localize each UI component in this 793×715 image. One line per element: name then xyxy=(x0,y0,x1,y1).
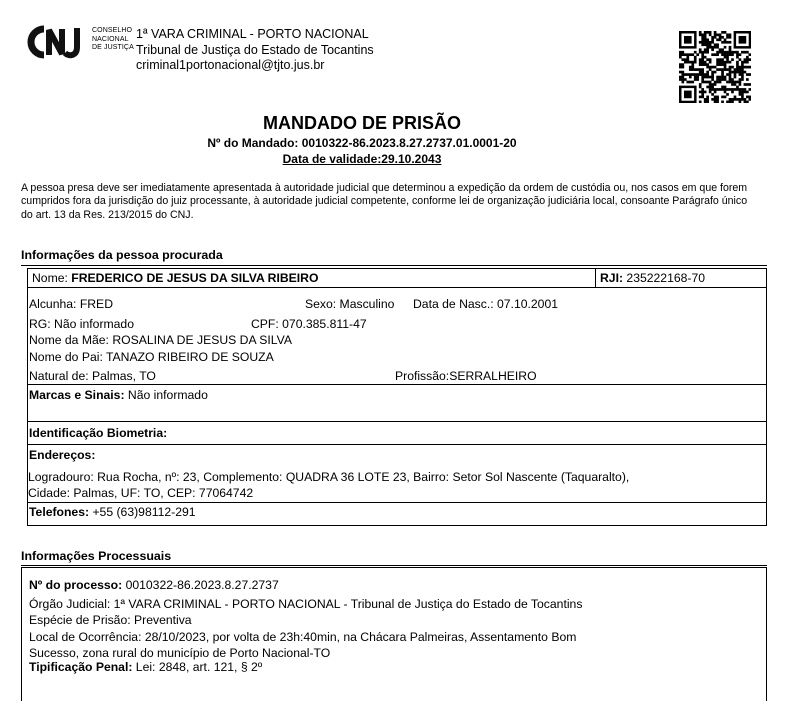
address-line-1: Logradouro: Rua Rocha, nº: 23, Complemento: QUADRA 36 LOTE 23, Bairro: Setor Sol Nascente (Taquaralto), xyxy=(28,470,630,484)
father-name: Nome do Pai: TANAZO RIBEIRO DE SOUZA xyxy=(29,350,274,364)
divider xyxy=(27,287,767,288)
validity-date: Data de validade:29.10.2043 xyxy=(282,152,442,166)
intro-paragraph: A pessoa presa deve ser imediatamente apresentada à autoridade judicial que determinou a expedição da ordem de custódia ou, nos casos em que forem cumpridos fora da jurisdição do juiz processante, à autoridade judicial competente, conforme lei de organização judiciária local, consoante Parágrafo único do art. 13 da Res. 213/2015 do CNJ. xyxy=(21,182,748,221)
rji-row: RJI: 235222168-70 xyxy=(600,271,706,285)
rji-value: 235222168-70 xyxy=(626,271,706,285)
birth-date: Data de Nasc.: 07.10.2001 xyxy=(413,297,558,311)
cnj-logo xyxy=(27,25,89,59)
arrest-type: Espécie de Prisão: Preventiva xyxy=(29,613,192,627)
penal-row: Tipificação Penal: Lei: 2848, art. 121, § 2º xyxy=(29,660,263,674)
qr-code-icon xyxy=(679,31,751,103)
birthplace: Natural de: Palmas, TO xyxy=(29,369,156,383)
judicial-body: Órgão Judicial: 1ª VARA CRIMINAL - PORTO NACIONAL - Tribunal de Justiça do Estado de Tocantins xyxy=(29,597,583,611)
profession: Profissão:SERRALHEIRO xyxy=(395,369,537,383)
divider xyxy=(27,384,767,385)
addresses-label: Endereços: xyxy=(29,448,96,462)
occurrence-line-1: Local de Ocorrência: 28/10/2023, por volta de 23h:40min, na Chácara Palmeiras, Assentamento Bom xyxy=(29,630,577,644)
occurrence-line-2: Sucesso, zona rural do município de Porto Nacional-TO xyxy=(29,646,331,660)
divider xyxy=(27,444,767,445)
marks-row: Marcas e Sinais: Não informado xyxy=(29,388,208,402)
person-name: FREDERICO DE JESUS DA SILVA RIBEIRO xyxy=(71,271,319,285)
mother-name: Nome da Mãe: ROSALINA DE JESUS DA SILVA xyxy=(29,333,293,347)
biometrics-label: Identificação Biometria: xyxy=(29,426,168,440)
divider xyxy=(27,421,767,422)
tribunal-name: Tribunal de Justiça do Estado de Tocantins xyxy=(136,42,374,57)
court-info xyxy=(136,27,374,74)
name-row: Nome: FREDERICO DE JESUS DA SILVA RIBEIRO xyxy=(32,271,319,285)
process-section-title: Informações Processuais xyxy=(21,549,172,563)
divider xyxy=(21,565,767,566)
court-name: 1ª VARA CRIMINAL - PORTO NACIONAL xyxy=(136,27,369,41)
divider xyxy=(595,268,596,288)
person-section-title: Informações da pessoa procurada xyxy=(21,248,223,262)
process-number-row: Nº do processo: 0010322-86.2023.8.27.2737 xyxy=(29,578,279,592)
alcunha: Alcunha: FRED xyxy=(29,297,113,311)
phones-row: Telefones: +55 (63)98112-291 xyxy=(29,505,196,519)
address-line-2: Cidade: Palmas, UF: TO, CEP: 77064742 xyxy=(28,486,254,500)
document-title: MANDADO DE PRISÃO xyxy=(262,113,461,133)
court-email: criminal1portonacional@tjto.jus.br xyxy=(136,58,325,73)
cpf: CPF: 070.385.811-47 xyxy=(251,317,367,331)
divider xyxy=(21,265,767,266)
rg: RG: Não informado xyxy=(29,317,134,331)
process-number: 0010322-86.2023.8.27.2737 xyxy=(125,578,279,592)
sexo: Sexo: Masculino xyxy=(305,297,395,311)
mandado-number: Nº do Mandado: 0010322-86.2023.8.27.2737.01.0001-20 xyxy=(207,136,517,150)
cnj-logo-subtitle: CONSELHO NACIONAL DE JUSTIÇA xyxy=(92,27,134,52)
divider xyxy=(27,502,767,503)
phone-value: +55 (63)98112-291 xyxy=(92,505,196,519)
